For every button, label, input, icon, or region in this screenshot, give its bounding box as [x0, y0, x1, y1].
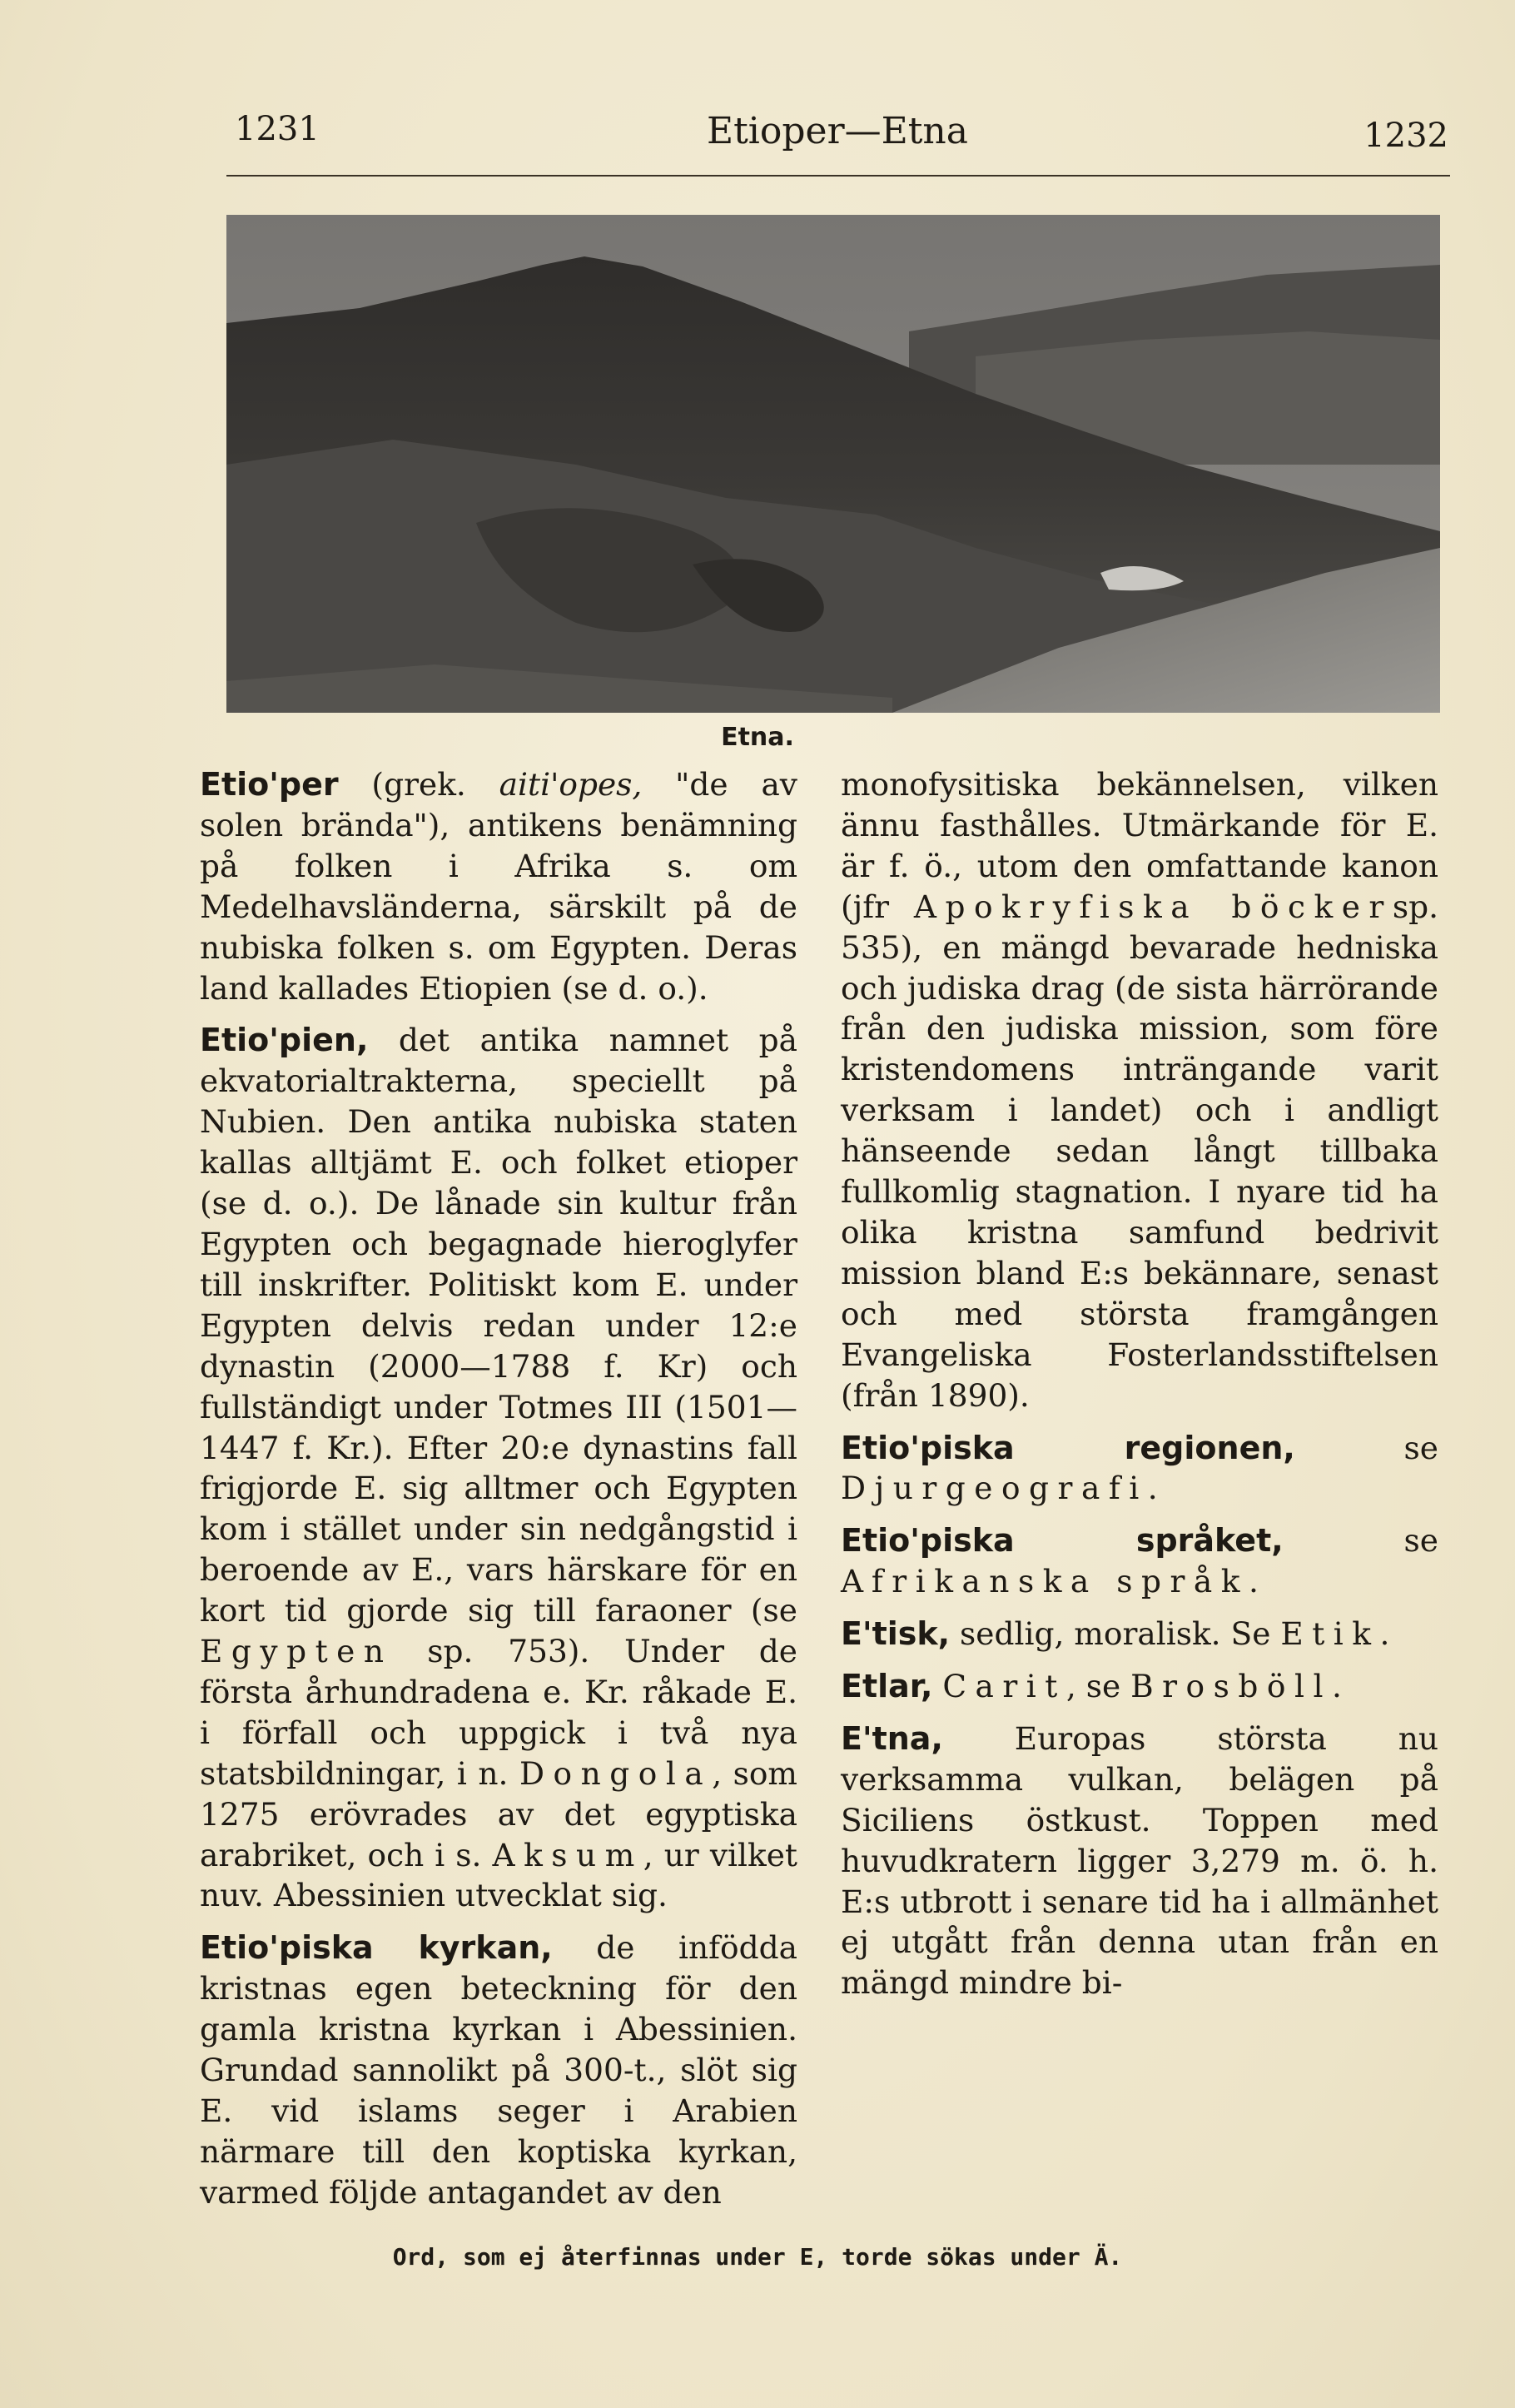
- cross-reference[interactable]: Aksum: [492, 1836, 643, 1873]
- entry-etna: E'tna, Europas största nu verksamma vulkan, belägen på Siciliens östkust. Toppen med huvudkratern ligger 3,279 m. ö. h. E:s utbrott i senare tid ha i allmänhet ej utgått från denna utan från en mängd mindre bi-: [841, 1719, 1438, 2002]
- cross-reference[interactable]: Afrikanska språk: [841, 1563, 1249, 1600]
- column-right: [841, 764, 1438, 2003]
- cross-reference[interactable]: Brosböll: [1130, 1668, 1332, 1705]
- headword: Etio'per: [200, 766, 339, 803]
- entry-etiopiska-kyrkan: Etio'piska kyrkan, de infödda kristnas egen beteckning för den gamla kristna kyrkan i Abessinien. Grundad sannolikt på 300-t., slöt sig E. vid islams seger i Arabien närmare till den koptiska kyrkan, varmed följde antagandet av den: [200, 1929, 797, 2211]
- page-number-right: 1232: [1364, 117, 1448, 155]
- entry-etiopiska-kyrkan-continued: monofysitiska bekännelsen, vilken ännu fasthålles. Utmärkande för E. är f. ö., utom den omfattande kanon (jfr Apokryfiska böckersp. 535), en mängd bevarade hedniska och judiska drag (de sista härrörande från den judiska mission, som före kristendomens inträngande varit verksam i landet) och i andligt hänseende sedan långt tillbaka fullkomlig stagnation. I nyare tid ha olika kristna samfund bedrivit mission bland E:s bekännare, senast och med största framgången Evangeliska Fosterlandsstiftelsen (från 1890).: [841, 766, 1439, 1414]
- headword: E'tna,: [841, 1719, 943, 1757]
- headword: Etlar,: [841, 1668, 933, 1705]
- headword: Etio'pien,: [200, 1022, 369, 1059]
- page-number-left: 1231: [235, 110, 320, 148]
- page-header: [226, 110, 1448, 168]
- figure-caption: Etna.: [721, 723, 794, 752]
- entry-etisk: E'tisk, sedlig, moralisk. Se Etik.: [841, 1615, 1390, 1653]
- header-rule: [226, 175, 1450, 177]
- etna-photograph: [226, 215, 1440, 713]
- footer-note: Ord, som ej återfinnas under E, torde sökas under Ä.: [392, 2243, 1123, 2271]
- cross-reference[interactable]: Djurgeografi: [841, 1470, 1148, 1507]
- headword: Etio'piska regionen,: [841, 1429, 1295, 1466]
- headword: Etio'piska språket,: [841, 1522, 1284, 1560]
- cross-reference[interactable]: Carit: [942, 1668, 1066, 1705]
- greek-term: aiti'opes,: [499, 766, 643, 803]
- entry-etiopiska-spraket: Etio'piska språket, se Afrikanska språk.: [841, 1522, 1438, 1600]
- cross-reference[interactable]: Etik: [1280, 1615, 1380, 1653]
- headword: Etio'piska kyrkan,: [200, 1929, 553, 1967]
- cross-reference[interactable]: Egypten: [200, 1633, 393, 1670]
- running-title: Etioper—Etna: [707, 110, 968, 152]
- entry-etiopien: Etio'pien, det antika namnet på ekvatorialtrakterna, speciellt på Nubien. Den antika nubiska staten kallas alltjämt E. och folket etioper (se d. o.). De lånade sin kultur från Egypten och begagnade hieroglyfer till inskrifter. Politiskt kom E. under Egypten delvis redan under 12:e dynastin (2000—1788 f. Kr) och fullständigt under Totmes III (1501—1447 f. Kr.). Efter 20:e dynastins fall frigjorde E. sig alltmer och Egypten kom i stället under sin nedgångstid i beroende av E., vars härskare för en kort tid gjorde sig till faraoner (se Egypten sp. 753). Under de första århundradena e. Kr. råkade E. i förfall och uppgick i två nya statsbildningar, i n. Dongola, som 1275 erövrades av det egyptiska arabriket, och i s. Aksum, ur vilket nuv. Abessinien utvecklat sig.: [200, 1022, 797, 1914]
- column-left: [200, 764, 797, 2213]
- headword: E'tisk,: [841, 1615, 951, 1653]
- entry-etiopiska-regionen: Etio'piska regionen, se Djurgeografi.: [841, 1429, 1438, 1507]
- entry-etioper: Etio'per (grek. aiti'opes, "de av solen brända"), antikens benämning på folken i Afrika s. om Medelhavsländerna, särskilt på de nubiska folken s. om Egypten. Deras land kallades Etiopien (se d. o.).: [200, 766, 797, 1007]
- entry-etlar: Etlar, Carit, se Brosböll.: [841, 1668, 1342, 1705]
- cross-reference[interactable]: Dongola: [519, 1754, 713, 1792]
